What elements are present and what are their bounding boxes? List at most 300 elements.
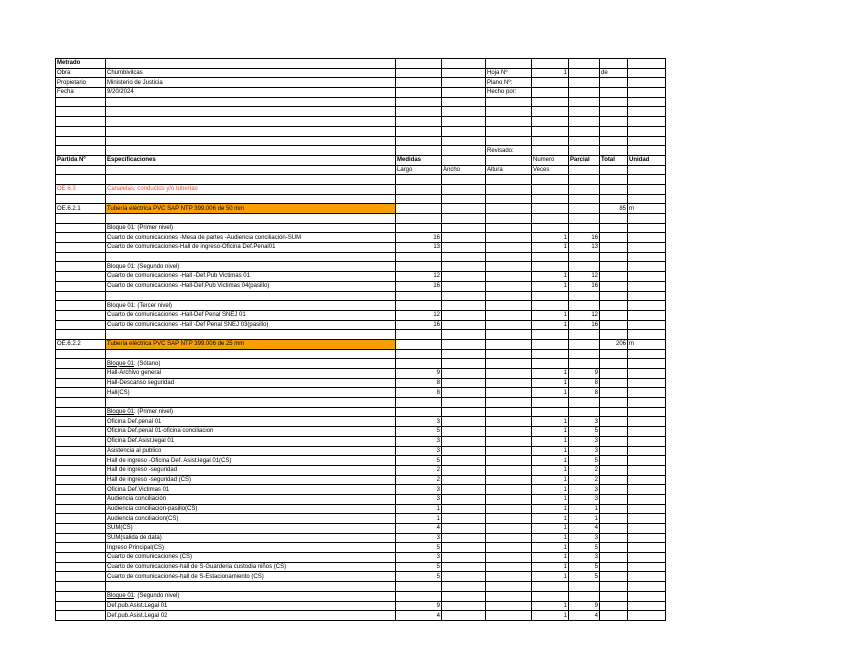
unidad-cell[interactable] [628, 601, 666, 611]
largo-cell[interactable]: 5 [396, 543, 442, 553]
total-cell[interactable] [600, 272, 628, 282]
altura-cell[interactable] [486, 533, 532, 543]
total-cell[interactable] [600, 388, 628, 398]
parcial-cell[interactable]: 3 [569, 446, 600, 456]
unidad-cell[interactable] [628, 398, 666, 408]
partida-cell[interactable] [56, 388, 106, 398]
veces-cell[interactable] [532, 301, 569, 311]
unidad-cell[interactable] [628, 465, 666, 475]
especificacion-cell[interactable]: Hall-Descanso seguridad [106, 378, 396, 388]
especificacion-cell[interactable] [106, 359, 396, 369]
partida-cell[interactable] [56, 281, 106, 291]
partida-cell[interactable] [56, 330, 106, 340]
veces-cell[interactable]: 1 [532, 611, 569, 621]
ancho-cell[interactable] [442, 291, 486, 301]
unidad-cell[interactable] [628, 214, 666, 224]
obra-label[interactable]: Obra [56, 68, 106, 78]
unidad-cell[interactable] [628, 359, 666, 369]
ancho-cell[interactable] [442, 456, 486, 466]
largo-cell[interactable]: 5 [396, 562, 442, 572]
veces-cell[interactable] [532, 398, 569, 408]
partida-cell[interactable] [56, 514, 106, 524]
especificacion-cell[interactable]: Hall(CS) [106, 388, 396, 398]
veces-cell[interactable] [532, 252, 569, 262]
unidad-cell[interactable] [628, 223, 666, 233]
altura-cell[interactable] [486, 214, 532, 224]
unidad-cell[interactable] [628, 281, 666, 291]
partida-cell[interactable] [56, 252, 106, 262]
largo-cell[interactable]: 2 [396, 465, 442, 475]
parcial-cell[interactable] [569, 582, 600, 592]
veces-cell[interactable]: 1 [532, 272, 569, 282]
col-medidas-header[interactable]: Medidas [396, 155, 442, 165]
partida-cell[interactable] [56, 465, 106, 475]
altura-cell[interactable] [486, 494, 532, 504]
unidad-cell[interactable] [628, 262, 666, 272]
especificacion-cell[interactable]: Tubería eléctrica PVC SAP NTP 399.006 de 50 mm [106, 204, 396, 214]
largo-cell[interactable]: 3 [396, 485, 442, 495]
ancho-cell[interactable] [442, 446, 486, 456]
fecha-label[interactable]: Fecha [56, 88, 106, 98]
veces-cell[interactable]: 1 [532, 504, 569, 514]
parcial-cell[interactable] [569, 214, 600, 224]
total-cell[interactable] [600, 553, 628, 563]
ancho-cell[interactable] [442, 233, 486, 243]
veces-cell[interactable] [532, 194, 569, 204]
total-cell[interactable] [600, 194, 628, 204]
largo-cell[interactable]: 1 [396, 504, 442, 514]
largo-cell[interactable]: 4 [396, 524, 442, 534]
ancho-cell[interactable] [442, 436, 486, 446]
ancho-cell[interactable] [442, 310, 486, 320]
unidad-cell[interactable] [628, 301, 666, 311]
especificacion-cell[interactable] [106, 349, 396, 359]
unidad-cell[interactable] [628, 543, 666, 553]
especificacion-cell[interactable]: Hall-Archivo general [106, 369, 396, 379]
especificacion-cell[interactable]: Def.pub.Asist.Legal 01 [106, 601, 396, 611]
altura-cell[interactable] [486, 320, 532, 330]
partida-cell[interactable]: OE.6.3 [56, 184, 106, 194]
largo-cell[interactable] [396, 223, 442, 233]
parcial-cell[interactable]: 12 [569, 272, 600, 282]
veces-cell[interactable] [532, 349, 569, 359]
especificacion-cell[interactable]: Cuarto de comunicaciones-hall de S-Guarderia custodia niños (CS) [106, 562, 396, 572]
total-cell[interactable] [600, 582, 628, 592]
unidad-cell[interactable]: m [628, 204, 666, 214]
hoja-number[interactable]: 1 [532, 68, 569, 78]
altura-cell[interactable] [486, 233, 532, 243]
altura-cell[interactable] [486, 504, 532, 514]
altura-cell[interactable] [486, 398, 532, 408]
especificacion-cell[interactable]: Cuarto de comunicaciones-hall de S-Estacionamiento (CS) [106, 572, 396, 582]
ancho-cell[interactable] [442, 281, 486, 291]
especificacion-cell[interactable] [106, 252, 396, 262]
ancho-cell[interactable] [442, 320, 486, 330]
especificacion-cell[interactable]: Audiencia conciliacion-pasillo(CS) [106, 504, 396, 514]
total-cell[interactable] [600, 611, 628, 621]
unidad-cell[interactable] [628, 562, 666, 572]
parcial-cell[interactable]: 5 [569, 427, 600, 437]
partida-cell[interactable] [56, 243, 106, 253]
parcial-cell[interactable]: 3 [569, 553, 600, 563]
veces-cell[interactable] [532, 407, 569, 417]
altura-cell[interactable] [486, 553, 532, 563]
partida-cell[interactable] [56, 591, 106, 601]
parcial-cell[interactable] [569, 175, 600, 185]
veces-cell[interactable]: 1 [532, 320, 569, 330]
parcial-cell[interactable] [569, 194, 600, 204]
unidad-cell[interactable] [628, 407, 666, 417]
partida-cell[interactable] [56, 407, 106, 417]
unidad-cell[interactable] [628, 330, 666, 340]
veces-cell[interactable]: 1 [532, 494, 569, 504]
altura-cell[interactable] [486, 330, 532, 340]
veces-cell[interactable]: 1 [532, 369, 569, 379]
total-cell[interactable] [600, 349, 628, 359]
largo-cell[interactable]: 4 [396, 611, 442, 621]
largo-cell[interactable]: 12 [396, 310, 442, 320]
total-cell[interactable] [600, 456, 628, 466]
largo-cell[interactable] [396, 214, 442, 224]
parcial-cell[interactable]: 5 [569, 562, 600, 572]
unidad-cell[interactable] [628, 417, 666, 427]
altura-cell[interactable] [486, 175, 532, 185]
veces-cell[interactable]: 1 [532, 572, 569, 582]
col-largo-header[interactable]: Largo [396, 165, 442, 175]
partida-cell[interactable] [56, 436, 106, 446]
veces-cell[interactable]: 1 [532, 475, 569, 485]
unidad-cell[interactable] [628, 456, 666, 466]
especificacion-cell[interactable]: Tubería eléctrica PVC SAP NTP 399.006 de 25 mm [106, 339, 396, 349]
veces-cell[interactable]: 1 [532, 446, 569, 456]
unidad-cell[interactable] [628, 436, 666, 446]
unidad-cell[interactable] [628, 553, 666, 563]
total-cell[interactable] [600, 417, 628, 427]
col-especificaciones-header[interactable]: Especificaciones [106, 155, 396, 165]
partida-cell[interactable] [56, 310, 106, 320]
unidad-cell[interactable] [628, 485, 666, 495]
total-cell[interactable] [600, 233, 628, 243]
largo-cell[interactable]: 12 [396, 272, 442, 282]
especificacion-cell[interactable] [106, 330, 396, 340]
especificacion-cell[interactable]: Hall de ingreso -seguridad [106, 465, 396, 475]
total-cell[interactable] [600, 281, 628, 291]
ancho-cell[interactable] [442, 562, 486, 572]
partida-cell[interactable] [56, 417, 106, 427]
largo-cell[interactable] [396, 591, 442, 601]
parcial-cell[interactable]: 4 [569, 524, 600, 534]
partida-cell[interactable] [56, 572, 106, 582]
especificacion-cell[interactable]: SUM(salida de data) [106, 533, 396, 543]
unidad-cell[interactable] [628, 252, 666, 262]
veces-cell[interactable]: 1 [532, 388, 569, 398]
partida-cell[interactable] [56, 262, 106, 272]
largo-cell[interactable] [396, 349, 442, 359]
total-cell[interactable] [600, 572, 628, 582]
veces-cell[interactable]: 1 [532, 378, 569, 388]
veces-cell[interactable] [532, 204, 569, 214]
especificacion-cell[interactable]: Oficina Def.penal 01-oficina conciliacion [106, 427, 396, 437]
ancho-cell[interactable] [442, 475, 486, 485]
largo-cell[interactable] [396, 407, 442, 417]
partida-cell[interactable] [56, 378, 106, 388]
ancho-cell[interactable] [442, 184, 486, 194]
especificacion-cell[interactable]: Cuarto de comunicaciones (CS) [106, 553, 396, 563]
especificacion-cell[interactable]: Oficina Def.Victimas 01 [106, 485, 396, 495]
ancho-cell[interactable] [442, 204, 486, 214]
largo-cell[interactable]: 16 [396, 281, 442, 291]
unidad-cell[interactable] [628, 611, 666, 621]
veces-cell[interactable] [532, 175, 569, 185]
largo-cell[interactable]: 3 [396, 553, 442, 563]
veces-cell[interactable]: 1 [532, 310, 569, 320]
unidad-cell[interactable] [628, 446, 666, 456]
ancho-cell[interactable] [442, 485, 486, 495]
total-cell[interactable] [600, 485, 628, 495]
largo-cell[interactable]: 1 [396, 514, 442, 524]
especificacion-cell[interactable] [106, 398, 396, 408]
largo-cell[interactable]: 8 [396, 378, 442, 388]
veces-cell[interactable]: 1 [532, 543, 569, 553]
veces-cell[interactable]: 1 [532, 514, 569, 524]
altura-cell[interactable] [486, 291, 532, 301]
largo-cell[interactable]: 3 [396, 494, 442, 504]
ancho-cell[interactable] [442, 272, 486, 282]
especificacion-cell[interactable]: Cuarto de comunicaciones -Hall-Def Penal SNEJ 01 [106, 310, 396, 320]
parcial-cell[interactable]: 2 [569, 465, 600, 475]
total-cell[interactable]: 206 [600, 339, 628, 349]
especificacion-cell[interactable]: Hall de ingreso -Oficina Def. Asist.legal 01(CS) [106, 456, 396, 466]
parcial-cell[interactable] [569, 339, 600, 349]
partida-cell[interactable] [56, 398, 106, 408]
total-cell[interactable] [600, 214, 628, 224]
veces-cell[interactable] [532, 214, 569, 224]
partida-cell[interactable] [56, 494, 106, 504]
parcial-cell[interactable]: 16 [569, 233, 600, 243]
ancho-cell[interactable] [442, 194, 486, 204]
ancho-cell[interactable] [442, 524, 486, 534]
veces-cell[interactable] [532, 291, 569, 301]
ancho-cell[interactable] [442, 301, 486, 311]
propietario-label[interactable]: Propietario [56, 78, 106, 88]
parcial-cell[interactable]: 8 [569, 378, 600, 388]
col-total-header[interactable]: Total [600, 155, 628, 165]
partida-cell[interactable] [56, 446, 106, 456]
col-partida-header[interactable]: Partida Nº [56, 155, 106, 165]
partida-cell[interactable] [56, 369, 106, 379]
parcial-cell[interactable] [569, 407, 600, 417]
obra-value[interactable]: Chumbivilcas [106, 68, 396, 78]
unidad-cell[interactable] [628, 572, 666, 582]
altura-cell[interactable] [486, 611, 532, 621]
parcial-cell[interactable]: 2 [569, 475, 600, 485]
ancho-cell[interactable] [442, 262, 486, 272]
altura-cell[interactable] [486, 194, 532, 204]
total-cell[interactable] [600, 262, 628, 272]
parcial-cell[interactable] [569, 330, 600, 340]
parcial-cell[interactable]: 3 [569, 436, 600, 446]
veces-cell[interactable]: 1 [532, 281, 569, 291]
total-cell[interactable] [600, 398, 628, 408]
especificacion-cell[interactable] [106, 194, 396, 204]
unidad-cell[interactable] [628, 243, 666, 253]
unidad-cell[interactable] [628, 320, 666, 330]
altura-cell[interactable] [486, 349, 532, 359]
ancho-cell[interactable] [442, 243, 486, 253]
especificacion-cell[interactable]: Bloque 01: (Tercer nivel) [106, 301, 396, 311]
unidad-cell[interactable]: m [628, 339, 666, 349]
unidad-cell[interactable] [628, 184, 666, 194]
parcial-cell[interactable] [569, 184, 600, 194]
parcial-cell[interactable]: 9 [569, 601, 600, 611]
parcial-cell[interactable]: 13 [569, 243, 600, 253]
parcial-cell[interactable]: 5 [569, 572, 600, 582]
unidad-cell[interactable] [628, 369, 666, 379]
largo-cell[interactable] [396, 330, 442, 340]
unidad-cell[interactable] [628, 310, 666, 320]
largo-cell[interactable]: 5 [396, 456, 442, 466]
largo-cell[interactable]: 8 [396, 388, 442, 398]
unidad-cell[interactable] [628, 533, 666, 543]
col-parcial-header[interactable]: Parcial [569, 155, 600, 165]
largo-cell[interactable]: 16 [396, 233, 442, 243]
altura-cell[interactable] [486, 369, 532, 379]
veces-cell[interactable] [532, 339, 569, 349]
ancho-cell[interactable] [442, 407, 486, 417]
ancho-cell[interactable] [442, 504, 486, 514]
especificacion-cell[interactable]: Audiencia conciliación [106, 494, 396, 504]
ancho-cell[interactable] [442, 533, 486, 543]
altura-cell[interactable] [486, 184, 532, 194]
veces-cell[interactable]: 1 [532, 427, 569, 437]
parcial-cell[interactable]: 8 [569, 388, 600, 398]
veces-cell[interactable]: 1 [532, 562, 569, 572]
altura-cell[interactable] [486, 378, 532, 388]
largo-cell[interactable]: 2 [396, 475, 442, 485]
parcial-cell[interactable] [569, 252, 600, 262]
total-cell[interactable] [600, 543, 628, 553]
hoja-de[interactable]: de [600, 68, 628, 78]
partida-cell[interactable] [56, 320, 106, 330]
altura-cell[interactable] [486, 310, 532, 320]
veces-cell[interactable] [532, 262, 569, 272]
col-altura-header[interactable]: Altura [486, 165, 532, 175]
largo-cell[interactable]: 3 [396, 446, 442, 456]
unidad-cell[interactable] [628, 388, 666, 398]
altura-cell[interactable] [486, 359, 532, 369]
largo-cell[interactable] [396, 359, 442, 369]
total-cell[interactable] [600, 475, 628, 485]
altura-cell[interactable] [486, 582, 532, 592]
partida-cell[interactable] [56, 504, 106, 514]
partida-cell[interactable] [56, 543, 106, 553]
total-cell[interactable] [600, 504, 628, 514]
largo-cell[interactable]: 3 [396, 417, 442, 427]
veces-cell[interactable] [532, 223, 569, 233]
especificacion-cell[interactable]: Cuarto de comunicaciones -Mesa de partes -Audiencia conciliación-SUM [106, 233, 396, 243]
ancho-cell[interactable] [442, 252, 486, 262]
partida-cell[interactable] [56, 582, 106, 592]
parcial-cell[interactable]: 1 [569, 514, 600, 524]
veces-cell[interactable] [532, 591, 569, 601]
veces-cell[interactable]: 1 [532, 533, 569, 543]
especificacion-cell[interactable] [106, 214, 396, 224]
total-cell[interactable] [600, 301, 628, 311]
total-cell[interactable] [600, 359, 628, 369]
especificacion-cell[interactable]: Cuarto de comunicaciones -Hall -Def.Pub Victimas 01 [106, 272, 396, 282]
plano-label[interactable]: Plano Nº: [486, 78, 532, 88]
unidad-cell[interactable] [628, 591, 666, 601]
parcial-cell[interactable]: 5 [569, 456, 600, 466]
especificacion-cell[interactable]: SUM(CS) [106, 524, 396, 534]
partida-cell[interactable] [56, 349, 106, 359]
parcial-cell[interactable] [569, 359, 600, 369]
parcial-cell[interactable]: 1 [569, 504, 600, 514]
largo-cell[interactable] [396, 339, 442, 349]
unidad-cell[interactable] [628, 494, 666, 504]
total-cell[interactable] [600, 378, 628, 388]
col-numero-header[interactable]: Numero [532, 155, 569, 165]
fecha-value[interactable]: 9/20/2024 [106, 88, 396, 98]
altura-cell[interactable] [486, 514, 532, 524]
largo-cell[interactable] [396, 204, 442, 214]
altura-cell[interactable] [486, 591, 532, 601]
total-cell[interactable] [600, 320, 628, 330]
parcial-cell[interactable]: 3 [569, 494, 600, 504]
ancho-cell[interactable] [442, 572, 486, 582]
largo-cell[interactable]: 3 [396, 436, 442, 446]
veces-cell[interactable] [532, 359, 569, 369]
especificacion-cell[interactable]: Asistencia al publico [106, 446, 396, 456]
largo-cell[interactable]: 3 [396, 533, 442, 543]
parcial-cell[interactable]: 16 [569, 320, 600, 330]
partida-cell[interactable] [56, 611, 106, 621]
especificacion-cell[interactable]: Cuarto de comunicaciones-Hall de ingreso-Oficina Def.Penal01 [106, 243, 396, 253]
total-cell[interactable] [600, 524, 628, 534]
ancho-cell[interactable] [442, 465, 486, 475]
ancho-cell[interactable] [442, 388, 486, 398]
largo-cell[interactable] [396, 301, 442, 311]
hecho-label[interactable]: Hecho por: [486, 88, 532, 98]
veces-cell[interactable]: 1 [532, 465, 569, 475]
ancho-cell[interactable] [442, 398, 486, 408]
especificacion-cell[interactable]: Def.pub.Asist.Legal 02 [106, 611, 396, 621]
total-cell[interactable] [600, 310, 628, 320]
parcial-cell[interactable]: 5 [569, 543, 600, 553]
parcial-cell[interactable]: 9 [569, 369, 600, 379]
especificacion-cell[interactable]: Bloque 01: (Primer nivel) [106, 223, 396, 233]
altura-cell[interactable] [486, 446, 532, 456]
partida-cell[interactable] [56, 553, 106, 563]
total-cell[interactable] [600, 184, 628, 194]
parcial-cell[interactable]: 3 [569, 485, 600, 495]
ancho-cell[interactable] [442, 175, 486, 185]
altura-cell[interactable] [486, 543, 532, 553]
especificacion-cell[interactable]: Hall de ingreso -seguridad (CS) [106, 475, 396, 485]
partida-cell[interactable] [56, 533, 106, 543]
total-cell[interactable] [600, 562, 628, 572]
parcial-cell[interactable]: 16 [569, 281, 600, 291]
parcial-cell[interactable] [569, 204, 600, 214]
especificacion-cell[interactable]: Bloque 01: (Segundo nivel) [106, 262, 396, 272]
ancho-cell[interactable] [442, 582, 486, 592]
partida-cell[interactable] [56, 456, 106, 466]
partida-cell[interactable] [56, 601, 106, 611]
parcial-cell[interactable]: 4 [569, 611, 600, 621]
metrado-title[interactable]: Metrado [56, 59, 106, 69]
unidad-cell[interactable] [628, 475, 666, 485]
total-cell[interactable] [600, 514, 628, 524]
